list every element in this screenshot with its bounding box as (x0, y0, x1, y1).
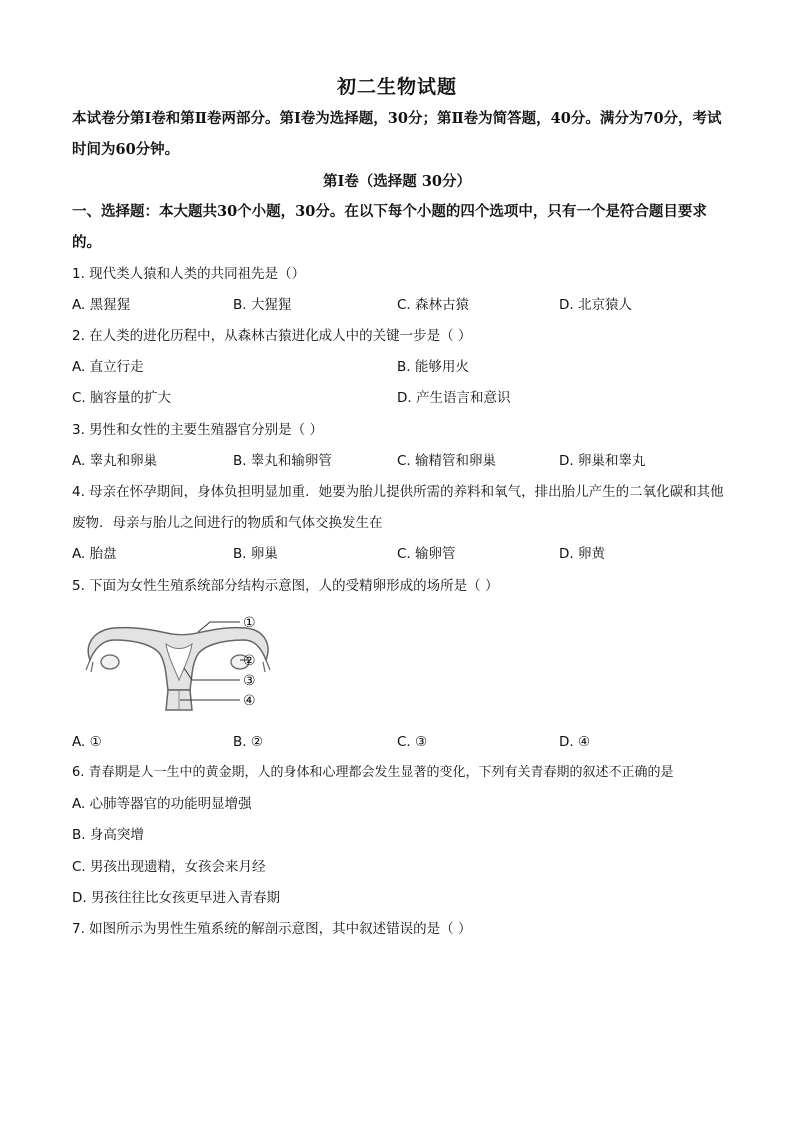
question-6-option-d[interactable]: D. 男孩往往比女孩更早进入青春期 (72, 890, 280, 906)
question-5-option-d[interactable]: D. ④ (559, 734, 591, 750)
question-7-stem: 7. 如图所示为男性生殖系统的解剖示意图，其中叙述错误的是（ ） (72, 921, 472, 937)
question-5-option-b[interactable]: B. ② (233, 734, 263, 750)
question-3-option-c[interactable]: C. 输精管和卵巢 (397, 453, 497, 469)
question-6-option-a[interactable]: A. 心肺等器官的功能明显增强 (72, 796, 252, 812)
question-2-option-b[interactable]: B. 能够用火 (397, 359, 469, 375)
question-3-option-d[interactable]: D. 卵巢和睾丸 (559, 453, 646, 469)
question-1-option-a[interactable]: A. 黑猩猩 (72, 297, 131, 313)
exam-instructions: 本试卷分第Ⅰ卷和第Ⅱ卷两部分。第Ⅰ卷为选择题，30分；第Ⅱ卷为简答题，40分。满分为70分，考试时间为60分钟。 (72, 110, 722, 158)
diagram-label-1: ① (243, 615, 256, 631)
question-4-option-b[interactable]: B. 卵巢 (233, 546, 278, 562)
question-6-stem: 6. 青春期是人一生中的黄金期，人的身体和心理都会发生显著的变化，下列有关青春期的叙述不正确的是 (72, 765, 674, 780)
question-4-option-a[interactable]: A. 胎盘 (72, 546, 117, 562)
question-2-option-a[interactable]: A. 直立行走 (72, 359, 144, 375)
question-5-stem: 5. 下面为女性生殖系统部分结构示意图，人的受精卵形成的场所是（ ） (72, 578, 499, 594)
question-4-option-c[interactable]: C. 输卵管 (397, 546, 456, 562)
part-heading: 一、选择题：本大题共30个小题，30分。在以下每个小题的四个选项中，只有一个是符合题目要求的。 (72, 203, 707, 251)
question-3-option-a[interactable]: A. 睾丸和卵巢 (72, 453, 158, 469)
question-4-stem: 4. 母亲在怀孕期间，身体负担明显加重．她要为胎儿提供所需的养料和氧气，排出胎儿产生的二氧化碳和其他废物．母亲与胎儿之间进行的物质和气体交换发生在 (72, 484, 724, 531)
question-4-option-d[interactable]: D. 卵黄 (559, 546, 605, 562)
page-title: 初二生物试题 (336, 76, 457, 98)
diagram-label-4: ④ (243, 693, 256, 709)
question-6-option-c[interactable]: C. 男孩出现遗精，女孩会来月经 (72, 859, 266, 875)
question-5-option-c[interactable]: C. ③ (397, 734, 428, 750)
question-5-option-a[interactable]: A. ① (72, 734, 102, 750)
question-2-stem: 2. 在人类的进化历程中，从森林古猿进化成人中的关键一步是（ ） (72, 328, 472, 344)
question-1-option-d[interactable]: D. 北京猿人 (559, 297, 632, 313)
question-1-option-c[interactable]: C. 森林古猿 (397, 297, 470, 313)
female-reproductive-diagram (80, 610, 280, 714)
question-2-option-c[interactable]: C. 脑容量的扩大 (72, 390, 172, 406)
question-1-option-b[interactable]: B. 大猩猩 (233, 297, 292, 313)
question-6-option-b[interactable]: B. 身高突增 (72, 827, 144, 843)
question-2-option-d[interactable]: D. 产生语言和意识 (397, 390, 511, 406)
diagram-label-2: ② (243, 653, 256, 669)
left-ovary (101, 655, 119, 669)
question-3-option-b[interactable]: B. 睾丸和输卵管 (233, 453, 332, 469)
question-1-stem: 1. 现代类人猿和人类的共同祖先是（） (72, 266, 306, 282)
diagram-label-3: ③ (243, 673, 256, 689)
section-title: 第Ⅰ卷（选择题 30分） (322, 173, 471, 190)
question-3-stem: 3. 男性和女性的主要生殖器官分别是（ ） (72, 422, 323, 438)
